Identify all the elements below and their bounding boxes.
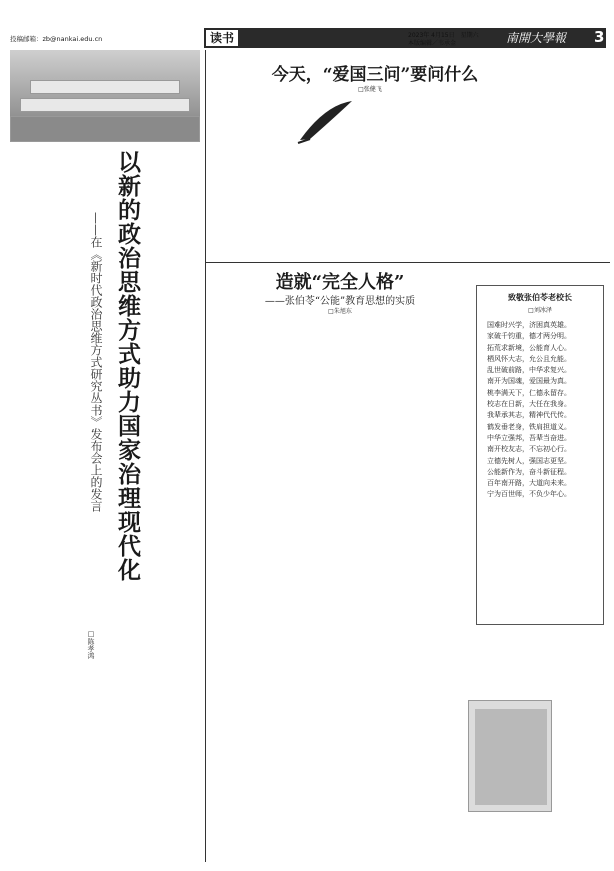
poem-lines (487, 320, 593, 501)
poem-line: 校志在日新，大任在我身。 (487, 400, 571, 409)
poem-line: 中华立强邦，吾辈当奋进。 (487, 433, 571, 442)
page-editor: 本版编辑／韦承金 (408, 40, 457, 47)
quill-illustration (290, 95, 360, 150)
poem-line: 家破千钧重，德才两分明。 (487, 332, 571, 341)
poem-line: 百年南开路，大道向未来。 (487, 479, 571, 488)
book-launch-photo (10, 50, 200, 142)
poem-line: 立德先树人，强国志更坚。 (487, 456, 571, 465)
poem-line: 国难时兴学，济困真英雄。 (487, 321, 571, 329)
bottom-article-subhead: ——张伯苓“公能”教育思想的实质 (264, 296, 416, 307)
column-rule (205, 262, 206, 862)
section-rule (205, 262, 610, 263)
poem-line: 公能新作为，奋斗新征程。 (487, 467, 571, 476)
newspaper-logo: 南開大學報 (506, 31, 567, 45)
left-article-headline: 以新的政治思维方式助力国家治理现代化 (114, 150, 141, 582)
left-article-author: □陈孝鸿 (87, 630, 95, 659)
poem-line: 拓荒求新境，公能育人心。 (487, 343, 571, 352)
right-article-author: □张健飞 (358, 86, 382, 93)
poem-line: 鹤发垂老身，铁肩担道义。 (487, 422, 571, 431)
right-article-headline: 今天，“爱国三问”要问什么 (271, 65, 479, 85)
issue-date: 2023年 4月15日 星期六 (408, 32, 479, 39)
submission-email: 投稿邮箱：zb@nankai.edu.cn (10, 35, 103, 43)
bottom-article-headline: 造就“完全人格” (275, 272, 405, 293)
poem-line: 桃李满天下，仁德永留存。 (487, 388, 571, 397)
poem-line: 栖风怀大志，允公且允能。 (487, 354, 571, 363)
book-cover-image (468, 700, 552, 812)
poem-box (476, 285, 604, 625)
left-article-subhead: ——在《新时代政治思维方式研究丛书》发布会上的发言 (89, 212, 103, 512)
page-header (8, 28, 606, 48)
poem-line: 南开校友志，不忘初心行。 (487, 445, 571, 454)
bottom-article-author: □朱旭东 (328, 308, 352, 315)
poem-author: □刘冰泽 (528, 307, 552, 314)
poem-line: 乱世破前路，中华求复兴。 (487, 366, 571, 375)
poem-line: 宁为百世师，不负少年心。 (487, 490, 571, 499)
poem-line: 南开为国魂，爱国最为真。 (487, 377, 571, 386)
column-rule (205, 50, 206, 265)
section-label: 读书 (204, 28, 240, 48)
poem-line: 我辈承其志，精神代代传。 (487, 411, 571, 420)
poem-title: 致敬张伯苓老校长 (508, 292, 572, 302)
page-number: 3 (594, 28, 605, 46)
